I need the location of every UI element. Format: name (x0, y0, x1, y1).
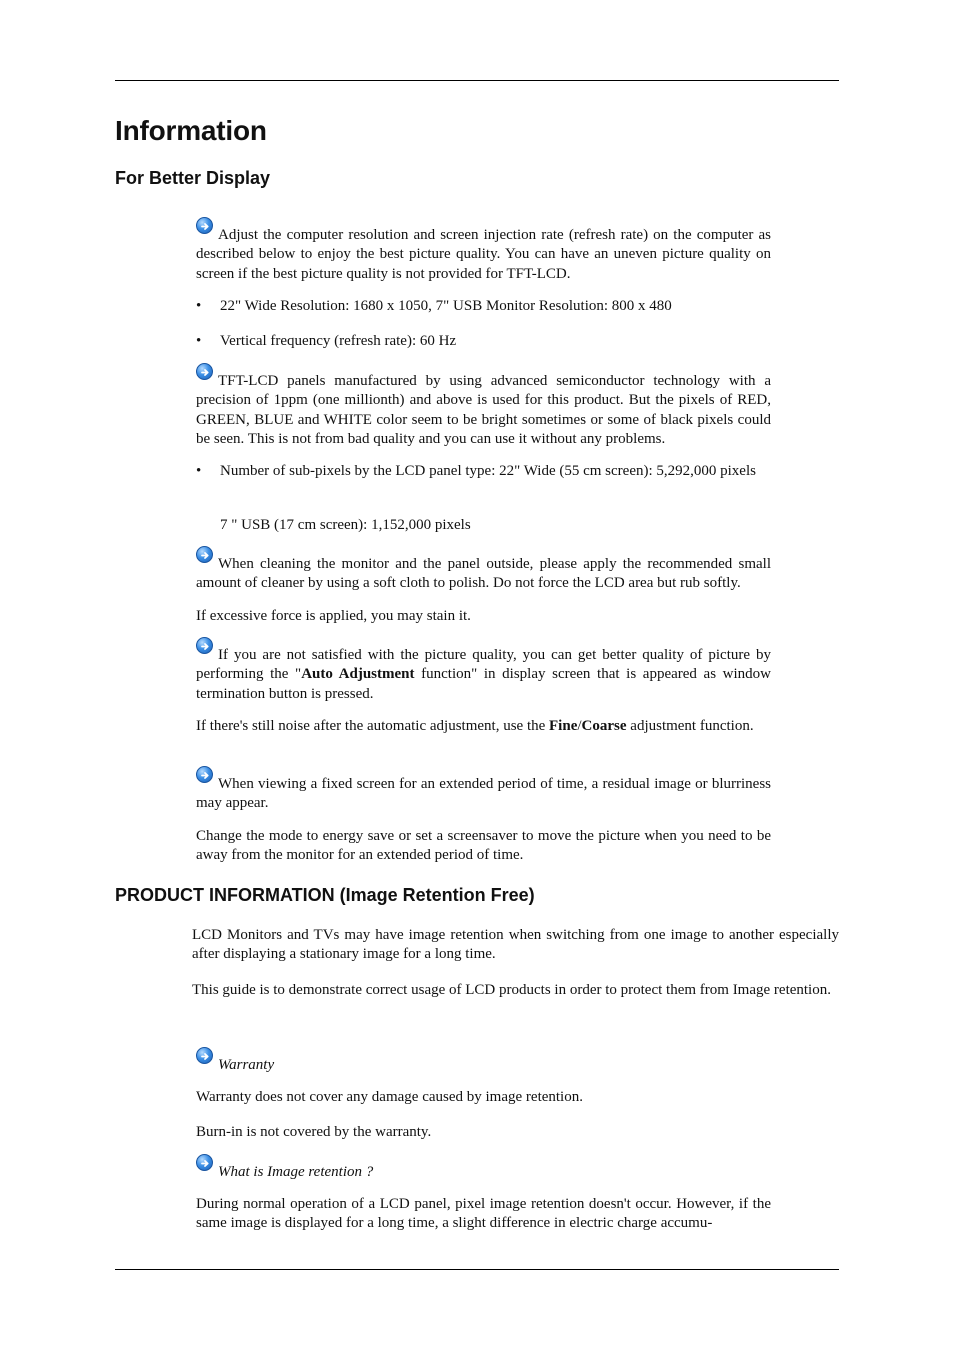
paragraph-residual-image: When viewing a fixed screen for an extended period of time, a residual image or blurriness may appear. (196, 772, 771, 814)
arrow-circle-icon (196, 217, 213, 234)
footer-rule (115, 1269, 839, 1270)
bullet-mark: • (196, 298, 202, 314)
arrow-circle-icon (196, 546, 213, 563)
paragraph-fine-coarse: If there's still noise after the automatic adjustment, use the Fine/Coarse adjustment function. (196, 718, 754, 734)
paragraph-force: If excessive force is applied, you may stain it. (196, 608, 471, 624)
bullet-mark: • (196, 333, 202, 349)
paragraph-warranty-damage: Warranty does not cover any damage caused by image retention. (196, 1089, 583, 1105)
paragraph-tft-lcd: TFT-LCD panels manufactured by using advanced semiconductor technology with a precision of 1ppm (one millionth) and above is used for this product. But the pixels of RED, GREEN, BLUE and WHITE color seem to be bright sometimes or some of black pixels could be seen. This is not from bad quality and you can use it without any problems. (196, 369, 771, 449)
paragraph-retention-explanation: During normal operation of a LCD panel, pixel image retention doesn't occur. However, if the same image is displayed for a long time, a slight difference in electric charge accumu- (196, 1196, 771, 1232)
list-item-subpixels-usb: 7 " USB (17 cm screen): 1,152,000 pixels (220, 517, 471, 533)
arrow-circle-icon (196, 766, 213, 783)
section-heading-product-information: PRODUCT INFORMATION (Image Retention Free) (115, 885, 535, 905)
paragraph-energy-save: Change the mode to energy save or set a screensaver to move the picture when you need to be away from the monitor for an extended period of time. (196, 828, 771, 864)
section-heading-better-display: For Better Display (115, 168, 271, 188)
arrow-circle-icon (196, 1047, 213, 1064)
subheading-what-is-retention: What is Image retention ? (196, 1160, 771, 1182)
paragraph-auto-adjustment: If you are not satisfied with the picture quality, you can get better quality of picture by performing the "Auto Adjustment function" in display screen that is appeared as window termination button is pressed. (196, 643, 771, 704)
paragraph-guide: This guide is to demonstrate correct usage of LCD products in order to protect them from Image retention. (192, 982, 831, 998)
paragraph-cleaning: When cleaning the monitor and the panel outside, please apply the recommended small amount of cleaner by using a soft cloth to polish. Do not force the LCD area but rub softly. (196, 552, 771, 594)
arrow-circle-icon (196, 363, 213, 380)
arrow-circle-icon (196, 1154, 213, 1171)
subheading-warranty: Warranty (196, 1053, 771, 1075)
list-item-frequency: Vertical frequency (refresh rate): 60 Hz (220, 333, 457, 349)
paragraph-burn-in: Burn-in is not covered by the warranty. (196, 1124, 432, 1140)
arrow-circle-icon (196, 637, 213, 654)
list-item-resolution: 22" Wide Resolution: 1680 x 1050, 7" USB Monitor Resolution: 800 x 480 (220, 298, 672, 314)
paragraph-resolution: Adjust the computer resolution and screen injection rate (refresh rate) on the computer as described below to enjoy the best picture quality. You can have an uneven picture quality on screen if the best picture quality is not provided for TFT-LCD. (196, 223, 771, 284)
bullet-mark: • (196, 463, 202, 479)
paragraph-image-retention-intro: LCD Monitors and TVs may have image retention when switching from one image to another especially after displaying a stationary image for a long time. (192, 927, 839, 963)
page-title: Information (115, 115, 267, 146)
header-rule (115, 80, 839, 81)
list-item-subpixels: Number of sub-pixels by the LCD panel type: 22" Wide (55 cm screen): 5,292,000 pixels (220, 463, 756, 479)
